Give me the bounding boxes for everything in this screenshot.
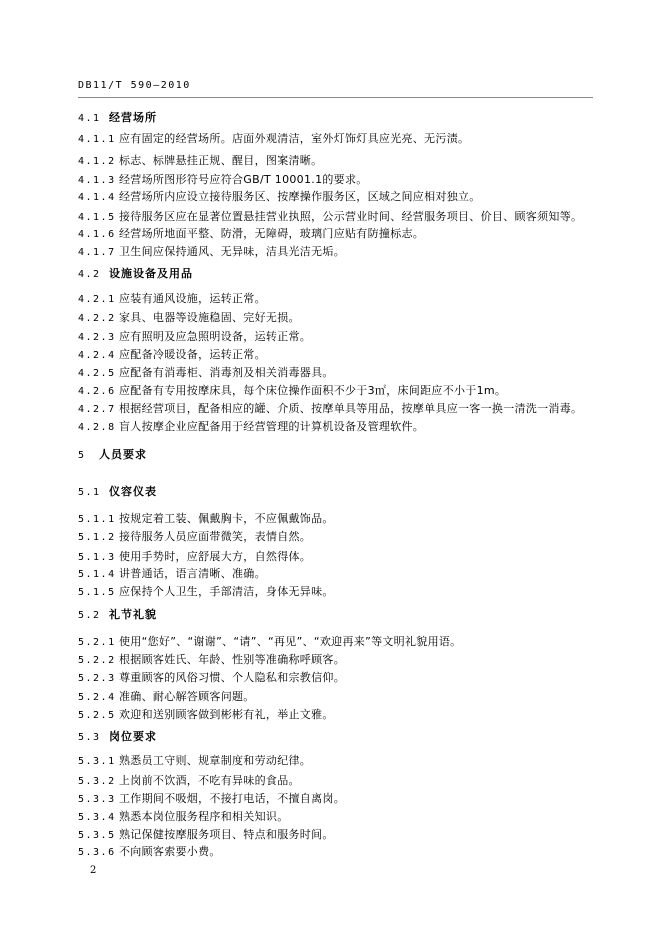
- clause-item: [78, 510, 334, 526]
- clause-number: 4.2.2: [78, 313, 116, 324]
- clause-text: 欢迎和送别顾客做到彬彬有礼，举止文雅。: [119, 708, 334, 721]
- clause-text: 使用“您好”、“谢谢”、“请”、“再见”、“欢迎再来”等文明礼貌用语。: [119, 635, 462, 648]
- clause-item: [78, 752, 311, 768]
- clause-text: 应配备有消毒柜、消毒剂及相关消毒器具。: [119, 366, 334, 379]
- clause-text: 不向顾客索要小费。: [119, 845, 221, 858]
- clause-text: 应配备冷暖设备，运转正常。: [119, 348, 266, 361]
- clause-text: 应有照明及应急照明设备，运转正常。: [119, 330, 312, 343]
- clause-text: 熟悉本岗位服务程序和相关知识。: [119, 810, 289, 823]
- clause-item: [78, 669, 345, 685]
- clause-item: [78, 130, 469, 146]
- clause-item: [78, 651, 345, 667]
- clause-item: [78, 243, 345, 259]
- clause-item: [78, 772, 300, 788]
- clause-number: 4.1: [78, 113, 101, 124]
- clause-text: 熟悉员工守则、规章制度和劳动纪律。: [119, 754, 312, 767]
- clause-item: [78, 808, 289, 824]
- document-code-header: DB11/T 590—2010: [78, 80, 191, 91]
- clause-number: 5.3: [78, 732, 101, 743]
- heading-text: 仪容仪表: [109, 485, 157, 498]
- clause-item: [78, 225, 424, 241]
- clause-item: [78, 328, 311, 344]
- clause-number: 5.2.5: [78, 710, 116, 721]
- heading-text: 岗位要求: [109, 730, 157, 743]
- clause-item: [78, 418, 424, 434]
- clause-number: 4.2.8: [78, 422, 116, 433]
- clause-item: [78, 290, 266, 306]
- heading-text: 设施设备及用品: [109, 267, 193, 280]
- section-heading: [78, 265, 193, 281]
- clause-number: 5.2.3: [78, 673, 116, 684]
- clause-text: 准确、耐心解答顾客问题。: [119, 690, 255, 703]
- clause-number: 4.2: [78, 269, 101, 280]
- clause-number: 4.2.1: [78, 294, 116, 305]
- heading-text: 经营场所: [109, 111, 157, 124]
- clause-item: [78, 790, 345, 806]
- clause-number: 4.1.5: [78, 212, 116, 223]
- clause-text: 熟记保健按摩服务项目、特点和服务时间。: [119, 828, 334, 841]
- clause-number: 5.2.2: [78, 655, 116, 666]
- clause-number: 5.2.1: [78, 637, 116, 648]
- clause-text: 尊重顾客的风俗习惯、个人隐私和宗教信仰。: [119, 671, 345, 684]
- clause-number: 5.2.4: [78, 692, 116, 703]
- clause-number: 4.2.3: [78, 332, 116, 343]
- clause-number: 4.1.3: [78, 175, 116, 186]
- clause-number: 5.3.4: [78, 812, 116, 823]
- clause-number: 5.1.5: [78, 587, 116, 598]
- clause-number: 4.1.7: [78, 247, 116, 258]
- clause-number: 5.1: [78, 487, 101, 498]
- clause-number: 5.1.4: [78, 569, 116, 580]
- clause-number: 5.1.2: [78, 532, 116, 543]
- clause-number: 5.2: [78, 610, 101, 621]
- clause-item: [78, 364, 334, 380]
- page-number: 2: [90, 865, 97, 876]
- clause-text: 经营场所图形符号应符合GB/T 10001.1的要求。: [119, 173, 368, 186]
- clause-number: 5.3.3: [78, 794, 116, 805]
- clause-number: 5.3.2: [78, 776, 116, 787]
- clause-item: [78, 565, 266, 581]
- clause-text: 应有固定的经营场所。店面外观清洁，室外灯饰灯具应光亮、无污渍。: [119, 132, 470, 145]
- clause-text: 根据顾客姓氏、年龄、性别等准确称呼顾客。: [119, 653, 345, 666]
- clause-text: 标志、标牌悬挂正规、醒目，图案清晰。: [119, 154, 323, 167]
- clause-text: 根据经营项目，配备相应的罐、介质、按摩单具等用品，按摩单具应一客一换一清洗一消毒。: [119, 402, 583, 415]
- heading-text: 礼节礼貌: [109, 608, 157, 621]
- clause-text: 卫生间应保持通风、无异味，洁具光洁无垢。: [119, 245, 345, 258]
- clause-number: 4.2.6: [78, 386, 116, 397]
- clause-text: 应配备有专用按摩床具，每个床位操作面积不少于3㎡，床间距应不小于1m。: [119, 384, 507, 397]
- clause-text: 盲人按摩企业应配备用于经营管理的计算机设备及管理软件。: [119, 420, 425, 433]
- clause-number: 4.1.1: [78, 134, 116, 145]
- clause-number: 5.3.1: [78, 756, 116, 767]
- clause-item: [78, 382, 506, 398]
- clause-number: 5.1.1: [78, 514, 116, 525]
- clause-item: [78, 171, 368, 187]
- section-heading: [78, 483, 157, 499]
- clause-text: 经营场所内应设立接待服务区、按摩操作服务区，区域之间应相对独立。: [119, 190, 481, 203]
- clause-item: [78, 152, 322, 168]
- clause-item: [78, 843, 221, 859]
- clause-text: 使用手势时，应舒展大方，自然得体。: [119, 550, 312, 563]
- clause-number: 4.1.4: [78, 192, 116, 203]
- clause-number: 4.2.7: [78, 404, 116, 415]
- clause-text: 经营场所地面平整、防滑，无障碍，玻璃门应贴有防撞标志。: [119, 227, 425, 240]
- clause-item: [78, 548, 311, 564]
- section-heading: [78, 109, 157, 125]
- clause-number: 4.1.2: [78, 156, 116, 167]
- clause-number: 4.2.5: [78, 368, 116, 379]
- clause-text: 接待服务区应在显著位置悬挂营业执照，公示营业时间、经营服务项目、价目、顾客须知等。: [119, 210, 583, 223]
- clause-item: [78, 688, 255, 704]
- clause-item: [78, 208, 582, 224]
- clause-number: 5.1.3: [78, 552, 116, 563]
- clause-item: [78, 309, 300, 325]
- clause-number: 5.3.5: [78, 830, 116, 841]
- clause-number: 5: [78, 450, 86, 461]
- clause-item: [78, 188, 481, 204]
- clause-text: 应保持个人卫生，手部清洁，身体无异味。: [119, 585, 334, 598]
- clause-text: 应装有通风设施，运转正常。: [119, 292, 266, 305]
- clause-item: [78, 528, 311, 544]
- clause-text: 家具、电器等设施稳固、完好无损。: [119, 311, 300, 324]
- clause-item: [78, 346, 266, 362]
- clause-number: 4.1.6: [78, 229, 116, 240]
- header-rule: [78, 97, 593, 98]
- clause-text: 上岗前不饮酒，不吃有异味的食品。: [119, 774, 300, 787]
- clause-number: 5.3.6: [78, 847, 116, 858]
- clause-text: 接待服务人员应面带微笑，表情自然。: [119, 530, 312, 543]
- clause-number: 4.2.4: [78, 350, 116, 361]
- clause-text: 讲普通话，语言清晰、准确。: [119, 567, 266, 580]
- clause-item: [78, 826, 334, 842]
- clause-text: 工作期间不吸烟，不接打电话，不擅自离岗。: [119, 792, 345, 805]
- section-heading: [78, 606, 157, 622]
- clause-item: [78, 583, 334, 599]
- chapter-heading: [78, 446, 147, 462]
- clause-text: 按规定着工装、佩戴胸卡，不应佩戴饰品。: [119, 512, 334, 525]
- heading-text: 人员要求: [99, 448, 147, 461]
- section-heading: [78, 728, 157, 744]
- clause-item: [78, 633, 462, 649]
- clause-item: [78, 400, 582, 416]
- clause-item: [78, 706, 334, 722]
